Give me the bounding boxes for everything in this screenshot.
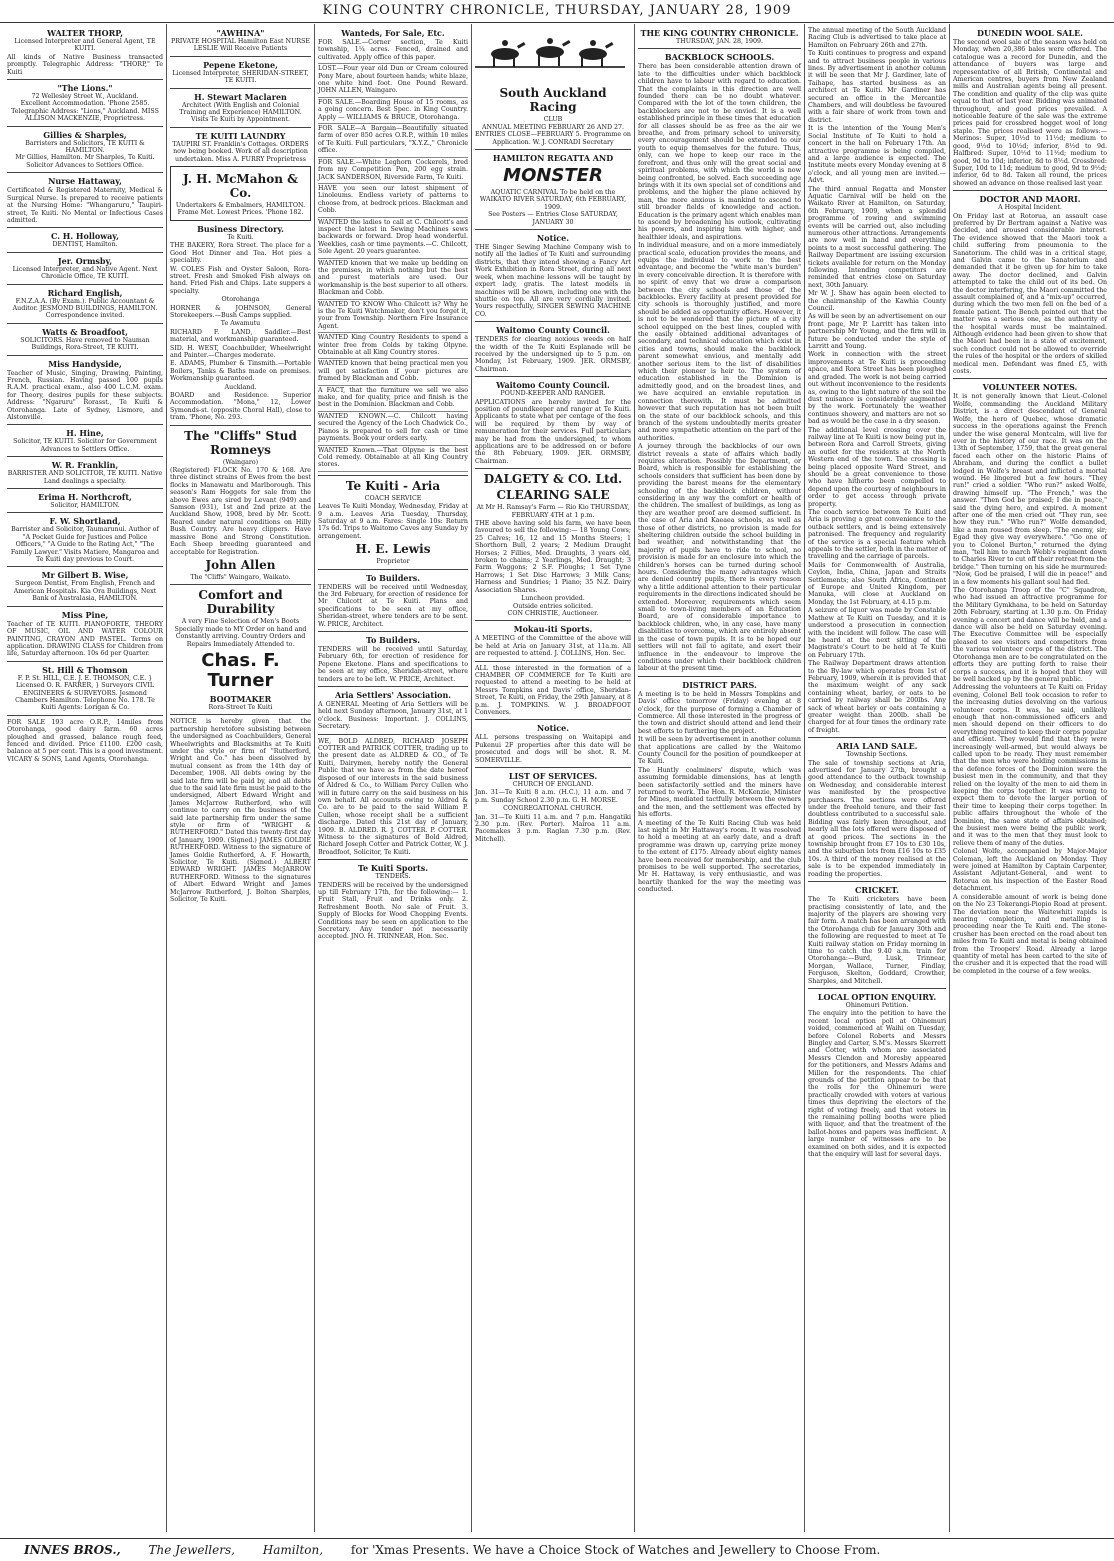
volunteer-para-3: Addressing the volunteers at Te Kuiti on Friday evening, Colonel Bell took occasion to refer to the increasing duties devolving on the various volunteer corps. It was, he said, unlikely enough that non-commissioned officers and men should depend on their officers to do everything required to keep their corps popular and efficient. They would find that they were increasingly well-armed, but would always be called upon to be ready. They must remember that the men who were holding commissions in the defence forces of the Dominion were the busiest men in the community, and that they relied on the loyalty of the men to aid them in keeping the corps together. It was wrong to expect them to devote the larger portion of their time to keeping their corps together. In public affairs throughout the whole of the Dominion, the same state of affairs obtained; the busiest men were being the public work, and it was to the men that they must look to relieve them of many of the duties. <box>953 684 1107 847</box>
ad-turner-name: Chas. F. Turner <box>201 649 280 691</box>
clearing-sale-details: At Mr H. Ramsay's Farm — Rio Kio THURSDAY, FEBRUARY 4TH at 1 p.m. <box>476 504 630 519</box>
wanted-item: HAVE you seen our latest shipment of Linoleums. Endless variety of patterns to choose from, at bedrock prices. Blackman and Cobb. <box>318 185 468 218</box>
wanted-item: WANTED KNOWN.—C. Chilcott having secured the Agency of the Loch Chadwick Co., Pianos is prepared to sell for cash or time payments. Book your orders early. <box>318 413 468 446</box>
wanteds-list <box>318 39 468 472</box>
ad-english-name: Richard English, <box>47 287 123 298</box>
editorial-date: THURSDAY, JAN. 28, 1909. <box>676 38 763 45</box>
footer-trade: The Jewellers, <box>148 1543 235 1557</box>
wanted-item: FOR SALE.—Corner section, Te Kuiti township, 1¼ acres. Fenced, drained and cultivated. Apply office of this paper. <box>318 39 468 64</box>
ad-awhina-name: "AWHINA" <box>216 28 265 38</box>
volunteer-para-1: It is not generally known that Lieut.-Colonel Wolfe, commanding the Auckland Military District, is a direct descendant of General Wolfe, the hero of Quebec, whose dramatic success in the operations against the French under the wise general Montcalm, will live for ever in the history of our race. It was on the 13th of September, 1759, that the great general faced each other on the historic Plains of Abraham, and during the conflict a bullet lodged in Wolfe's breast and inflicted a mortal wound. He lingered but a few hours. "They run!" cried a soldier. "Who run?" asked Wolfe, drawing himself up. "The French," was the answer. "Then God be praised; I die in peace," said the dying hero, and expired. A moment after one of the men cried out "They run, see how they run." "Who run?" Wolfe demanded, like a man roused from sleep. "The enemy, sir; Egad they give way everywhere." "Go one of you to Colonel Burton," returned the dying man, "tell him to march Webb's regiment down to Charles River to cut off their retreat from the bridge." Then turning on his side he murmured: "Now, God be praised, I will die in peace!" and in a few moments his gallant soul had fled. <box>953 393 1107 586</box>
doctor-sub: A Hospital Incident. <box>998 204 1062 212</box>
pars-item-11: Work in connection with the street improvements at Te Kuiti is proceeding apace, and Rora Street has been ploughed and graded. The work is not being carried out without inconvenience to the residents as, owing to the light nature of the soil the dust nuisance is considerably augmented by the work. Fortunately the weather continues showery, and matters are not so bad as would be the case in a dry season. <box>808 351 946 426</box>
coach-proprietor-sub: Proprietor <box>376 558 410 566</box>
services-england-body: Jan. 31—Te Kuiti 8 a.m. (H.C.), 11 a.m. and 7 p.m. Sunday School 2.30 p.m. G. H. MORSE. <box>475 789 631 804</box>
pars-item-2: It will be seen by advertisement in another column that applications are called by the Waitomo County Council for the position of poundkeeper at Te Kuiti. <box>638 736 801 766</box>
ad-franklin-body: BARRISTER AND SOLICITOR, TE KUITI. Native Land dealings a specialty. <box>7 470 163 485</box>
ad-mcmahon-body: Undertakers & Embalmers, HAMILTON. Frame Met. Lowest Prices. 'Phone 182. <box>175 202 306 217</box>
directory-land: RICHARD F. LAND, Saddler.—Best material, and workmanship guaranteed. <box>170 328 311 344</box>
waitomo-2-body: APPLICATIONS are hereby invited for the position of poundkeeper and ranger at Te Kuiti. Applicants to state what per centage of the fees will be required by them by way of remuneration for their services. Full particulars may be had from the undersigned, to whom applications are to be addressed on or before the 8th February, 1909. JER. ORMSBY, Chairman. <box>475 398 631 465</box>
ad-gillies-name: Gillies & Sharples, <box>43 129 127 140</box>
clearing-sale-auctioneer: CON CHRISTIE, Auctioneer. <box>507 609 599 617</box>
editorial-paper-title: THE KING COUNTRY CHRONICLE. <box>640 28 799 38</box>
ad-wise-body: Surgeon Dentist, From English, French and American Hospitals. Kia Ora Buildings, Next Bank of Australasia, HAMILTON. <box>13 580 157 603</box>
trespass-body: ALL persons trespassing on Waitapipi and Pukenui 2F properties after this date will be prosecuted and dogs will be shot. R. M. SOMERVILLE. <box>475 734 631 764</box>
aria-sale-sub: Township Sections. <box>846 751 908 759</box>
ad-gillies-desc: Barristers and Solicitors, TE KUITI & HAMILTON. <box>25 139 145 155</box>
local-option-sub: Ohinemuri Petition. <box>845 1001 909 1009</box>
ad-pine-name: Miss Pine, <box>61 609 109 620</box>
volunteer-para-2: The Otorohanga Troop of the "C" Squadron, who had issued an attractive programme for the Military Gymkhana, to be held on Saturday 20th February, starting at 1.30 p.m. On Friday evening a concert and dance will be held, and a dance will also be held on Saturday evening. The Executive Committee will be especially pleased to see visitors and competitors from the various volunteer corps of the district. The Otorohanga men are to be congratulated on the efforts they are putting forth to raise their corps a success, and it is hoped that they will be well backed up by the general public. <box>953 587 1107 683</box>
regatta-title: HAMILTON REGATTA AND <box>492 153 614 164</box>
footer-town: Hamilton, <box>262 1543 324 1557</box>
builders-1-body: TENDERS will be received until Wednesday, the 3rd February, for erection of residence for Mr Chilcott at Te Kuiti. Plans and specifications to be seen at my office, Sheridan-street, where tenders are to be sent. W. PRICE, Architect. <box>318 583 468 628</box>
directory-coles: W. COLES Fish and Oyster Saloon, Rora-street. Fresh and Smoked Fish always on hand. Fried Fish and Chips. Late suppers a specialty. <box>170 265 311 295</box>
pars-item-12: The additional level crossing over the railway line at Te Kuiti is now being put in, between Rora and Carroll Streets, giving an outlet for the residents at the North Western end of the town. The crossing is being placed opposite Ward Street, and should be a great convenience to those who have hitherto been compelled to depend upon the courtesy of neighbours in order to get access through private property. <box>808 426 946 508</box>
waitomo-1-body: TENDERS for clearing noxious weeds on half the width of the Te Kuiti Esplanade will be received by the undersigned up to 5 p.m. on Monday, 1st February, 1909. JER. ORMSBY, Chairman. <box>475 336 631 373</box>
services-england: CHURCH OF ENGLAND. <box>512 781 594 788</box>
column-5 <box>635 24 805 1532</box>
pars-item-10: As will be seen by an advertisement on our front page, Mr P. Larritt has taken into partnership Mr Young, and the firm will in future be conducted under the style of Larritt and Young. <box>808 313 946 351</box>
ad-cliffs-sub: (Waingaro) <box>222 458 259 466</box>
ad-maclaren-name: H. Stewart Maclaren <box>194 91 287 102</box>
wanted-item: WANTED TO KNOW Who Chilcott is? Why he is the Te Kuiti Watchmaker, don't you forget it, your from Township. Northern Fire Insurance Agent. <box>318 301 468 334</box>
wanteds-title: Wanteds, For Sale, Etc. <box>341 28 445 38</box>
pars-item-6: Te Kuiti continues to progress and expand and to attract business people in various lines. By advertisement in another column it will be seen that Mr J. Gardiner, late of Taihape, has started business as an architect at Te Kuiti. Mr Gardiner has secured an office in the Mercantile Chambers, and will doubtless be favoured with a fair share of work from town and district. <box>808 50 946 124</box>
ad-wise-name: Mr Gilbert B. Wise, <box>41 570 129 581</box>
coach-body: Leaves Te Kuiti Monday, Wednesday, Friday at 9 a.m. Leaves Aria Tuesday, Thursday, Saturday at 9 a.m. Fares: Single 10s: Return 17s 6d. Trips to Waitomo Caves any Sunday by arrangement. <box>318 503 468 540</box>
pars-item-5: The annual meeting of the South Auckland Racing Club is advertised to take place at Hamilton on February 26th and 27th. <box>808 27 946 49</box>
editorial-para-2: In individual measure, and on a more immediately practical scale, education provides the means, and equips the individual to work to the best advantage, and become the "white man's burden" in every conceivable direction. It is therefore with no spirit of envy that we draw a comparison between the city schools and those of the backblocks. Every facility at present provided for city schools is thoroughly justified, and more should be added as opportunity offers. However, it is not to be wondered that the picture of a city school equipped on the best lines, coupled with the easily obtained additional advantages of secondary, and technical education which exist in cities and towns, should make the backblock parent somewhat envious, and mentally add another serious item to the list of disabilities which their pioneer is heir to. The system of education established in the Dominion is admittedly good, and on the broadest lines, and we have acquired an enviable reputation in connection therewith. It must be admitted however that such reputation has not been built on the state of our backblock schools, and this branch of the system undoubtedly merits greater and more sympathetic attention on the part of the authorities. <box>638 242 801 442</box>
pars-item-9: Mr W. J. Shaw has again been elected to the chairmanship of the Kawhia County Council. <box>808 290 946 313</box>
racing-body: ANNUAL MEETING FEBRUARY 26 AND 27. ENTRIES CLOSE—FEBRUARY 5. Programme on Application. W. J. CONRADI Secretary <box>475 123 631 146</box>
ad-holloway-name: C. H. Holloway, <box>51 231 119 242</box>
ad-lions-name: "The Lions." <box>57 83 113 94</box>
ad-comfort-body: A very Fine Selection of Men's Boots Specially made to MY Order on hand and Constantly arriving. Country Orders and Repairs Immediately Attended to. <box>174 618 307 648</box>
sports-sub: TENDERS. <box>375 873 411 881</box>
ad-lions-body: Excellent Accommodation. 'Phone 2585. Telegraphic Address: "Lions," Auckland. MISS ALLISON MACKENZIE, Proprietress. <box>11 100 159 123</box>
ad-maclaren-body: Architect (With English and Colonial Training and Experience) HAMILTON. Visits Te Kuiti by Appointment. <box>179 101 302 124</box>
ad-hine-name: H. Hine, <box>66 428 104 439</box>
ad-hattaway-name: Nurse Hattaway, <box>48 176 122 187</box>
builders-1-title: To Builders. <box>366 572 420 583</box>
singer-notice-title: Notice. <box>536 233 570 244</box>
editorial-heading: BACKBLOCK SCHOOLS. <box>664 52 775 63</box>
ad-comfort-title: Comfort and Durability <box>198 588 283 617</box>
wanted-item: FOR SALE.—White Leghorn Cockerels, bred from my Competition Pen, 200 egg strain. JACK SANDERSON, Riverside Farm, Te Kuiti. <box>318 159 468 184</box>
pars-item-14: Mails for Commonwealth of Australia, Ceylon, India, China, Japan and Straits Settlements; also South Africa, Continent of Europe and United Kingdom, per Manuka, will close at Auckland on Monday, the 1st February, at 4.15 p.m. <box>808 561 946 606</box>
column-4 <box>472 24 635 1532</box>
footer-firm: INNES BROS., <box>24 1543 121 1557</box>
ad-allen-sub: The "Cliffs" Waingaro, Waikato. <box>190 573 291 581</box>
clearing-sale-list: THE above having sold his farm, we have been favoured to sell the following:— 18 Young Cows; 25 Calves; 16, 12 and 15 Months Steers; 1 Shorthorn Bull, 2 years; 2 Medium Draught Horses; 2 Fillies, Med. Draughts, 3 years old, broken to chains; 2 Yearlings, Med. Draught; 3 Farm Waggons; 2 S.F. Ploughs; 1 Set Tyne Harrows; 1 Set Disc Harrows; 3 Milk Cans; Harness and Sundries; 1 Piano; 35 N.Z. Dairy Association Shares. <box>475 520 631 594</box>
waitomo-1-title: Waitomo County Council. <box>496 325 610 336</box>
ad-farm-sale: FOR SALE 193 acre O.R.P., 14miles from Otorohanga, good dairy farm. 60 acres ploughed and grassed, balance rough feed, fenced and divided. Price £1100. £200 cash, balance at 5 per cent. This is a good investment. VICARY & SONS, Land Agents, Otorohanga. <box>7 718 163 763</box>
singer-notice-body: THE Singer Sewing Machine Company wish to notify all the ladies of Te Kuiti and surrounding districts, that they intend showing a Fancy Art Work Exhibition in Rora Street, during all next week, when machine lessons will be taught by expert lady, gratis. The latest models in machines will be shown, including one with the shuttle on top. All are very cordially invited. Yours respectfully, SINGER SEWING MACHINE CO. <box>475 244 631 318</box>
coach-sub: COACH SERVICE <box>364 494 422 502</box>
doctor-body: On Friday last at Rotorua, an assault case preferred by Dr Bertram against a Native was decided, and aroused considerable interest. The evidence showed that the Maori took a child suffering from pneumonia to the Sanatorium. The child was in a critical stage, and Galvin came to the Sanatorium and demanded that it be given up for him to take away. The doctor declined, and Galvin attempted to take the child out of its bed. On the doctor interfering, the Maori committed the assault complained of, and a "mix-up" occurred, during which the two men fell on the bed of a female patient. The Bench pointed out that the matter was a serious one, as the authority of the hospital wards must be maintained. Although evidence had been given to show that the Maori had been in a state of excitement, such conduct could not be allowed to override the rules of the hospital or the orders of skilled medical men. Defendant was fined £5, with costs. <box>953 212 1107 376</box>
pars-item-16: The Railway Department draws attention to the By-law which operates from 1st of February, 1909, wherein it is provided that the maximum weight of any sack containing wheat, barley, or oats to be carried by railway shall be 200lbs. Any sack of wheat barley or oats containing a greater weight than 200lb. shall be charged for at four times the ordinary rate of freight. <box>808 660 946 734</box>
services-congregational-body: Jan. 31—Te Kuiti 11 a.m. and 7 p.m. Hangatiki 2.30 p.m. (Rev. Porter). Mairoa 11 a.m. Pacemakes 3 p.m. Raglan 7.30 p.m. (Rev. Mitchell). <box>475 813 631 843</box>
column-1 <box>4 24 167 1532</box>
ad-gillies-body: Mr Gillies, Hamilton. Mr Sharples, Te Kuiti. Solicitor Advances to Settlers Office. <box>15 154 155 169</box>
ad-hine-body: Solicitor, TE KUITI. Solicitor for Government Advances to Settlers Office. <box>13 438 157 453</box>
volunteer-para-4: Colonel Wolfe, accompanied by Major-Major Coleman, left the Auckland on Monday. They were joined at Hamilton by Captain Carpenter, Assistant Adjutant-General, and went to Rotorua on his inspection of the Easter Road detachment. <box>953 848 1107 893</box>
directory-bakery: THE BAKERY, Rora Street. The place for a Good Hot Dinner and Tea. Hot pies a speciality. <box>170 242 311 265</box>
ad-cliffs-body: (Registered) FLOCK No. 170 & 168. Are three distinct strains of Ewes from the best flocks in Manawatu and Marlborough. This season's Ram Hoggets for sale from the above Ewes are sired by Levant (949) and Samson (931), 1st and 2nd prize at the Auckland Show, 1908, bred by Mr. Scott. Reared under natural conditions on Hilly Bush Country. Are heavy clippers. Have massive Bone and Strong Constitution. Each Sheep breeding guaranteed and acceptable for Registration. <box>170 467 311 556</box>
services-congregational: CONGREGATIONAL CHURCH. <box>503 805 603 813</box>
footer-advert <box>0 1538 1114 1561</box>
ad-hill-name: St. Hill & Thomson <box>42 664 128 675</box>
ad-handyside-name: Miss Handyside, <box>48 358 122 369</box>
aria-settlers-body: A GENERAL Meeting of Aria Settlers will be held next Sunday afternoon, January 31st, at 1 o'clock. Business: Important. J. COLLINS, Secretary. <box>318 701 468 731</box>
directory-section-tekuiti: Te Kuiti. <box>227 233 254 241</box>
ad-shortland-body: Barrister and Solicitor, Taumarunui. Author of "A Pocket Guide for Justices and Police Officers," "A Guide to the Rating Act," "The Family Lawyer." Visits Matiere, Mangaroa and Te Kuiti day previous to Court. <box>10 526 160 564</box>
wool-sale-body: The second wool sale of the season was held on Monday, when 20,386 bales were offered. The catalogue was a record for Dunedin, and the attendance of buyers was large and representative of all British, Continental and American centres, buyers from New Zealand mills and Australian agents being all present. The condition and quality of the clip was quite equal to that of last year. Bidding was animated throughout, and good prices prevailed. A noticeable feature of the sale was the extreme prices paid for crossbred hogget wool of long staple. The prices realised were as follows:—Merinos: Super, 10½d to 11½d; medium to good, 9½d to 10½d; inferior, 8½d to 9d. Halfbred: Super, 10½d to 11½d; medium to good, 9d to 10d; inferior, 8d to 8½d. Crossbred: Super, 10d to 11d; medium to good, 9d to 9½d; inferior, 6d to 8d. Taken all round, the prices showed an advance on those realised last year. <box>953 39 1107 187</box>
directory-west: SID. H. WEST, Coachbuilder, Wheelwright and Painter.—Charges moderate. <box>170 344 311 359</box>
pars-item-13: The coach service between Te Kuiti and Aria is proving a great convenience to the outback settlers, and is being extensively patronised. The frequency and regularity of the service is a special feature which appeals to the settler, both in the matter of travelling and the carriage of parcels. <box>808 509 946 561</box>
ad-thorp-desc: Licensed Interpreter and General Agent, TE KUITI. <box>14 38 156 53</box>
cricket-body: The Te Kuiti cricketers have been practising consistently of late, and the majority of the players are showing very fair form. A match has been arranged with the Otorohanga club for January 30th and the following are requested to meet at Te Kuiti railway station on Friday morning in time to catch the 9.40 a.m. train for Otorohanga:—Burd, Lusk, Trinnear, Morgan, Wallace, Turner, Findlay, Ferguson, Skelton, Goddard, Crowther, Sharples, and Mitchell. <box>808 896 946 985</box>
wanted-item: WANTED known that being practical men you will get satisfaction if your pictures are framed by Blackman and Cobb. <box>318 360 468 385</box>
ad-watts-body: SOLICITORS. Have removed to Nauman Buildings, Rora-Street, TE KUITI. <box>20 336 150 352</box>
sports-body: TENDERS will be received by the undersigned up till February 17th, for the following:— 1. Fruit Stall, Fruit and Drinks only. 2. Refreshment Booth. No sale of Fruit. 3. Supply of Blocks for Wood Chopping Events. Conditions may be seen on application to the Secretary. Any tender not necessarily accepted. JNO. H. TRINNEAR, Hon. Sec. <box>318 881 468 941</box>
wool-sale-title: DUNEDIN WOOL SALE. <box>977 28 1083 38</box>
ad-handyside-body: Teacher of Music, Singing, Drawing, Painting, French, Russian. Having passed 100 pupils R.A.M. practical exam., also 400 L.C.M. exam. for Theory, desires pupils for these subjects. Address: "Ngaruru" Rorasst., Te Kuiti & Otorohanga. Late of Sydney, Lismore, and Alstonville. <box>7 369 163 421</box>
ad-thorp-body: All kinds of Native Business transacted promptly. Telegraphic Address: "THORP," Te Kuiti <box>7 53 163 76</box>
editorial-para-3: A journey through the backblocks of our own district reveals a state of affairs which badly requires alteration. Possibly the Department, or Board, which is responsible for establishing the schools considers that sufficient has been done by providing the barest means for the elementary schooling of the backblock children, without considering in any way the comfort or health of the children. The smallest of buildings, as long as they are weather proof are deemed sufficient. In the case of Aria and Kaeaea schools, as well as those of other districts, no provision is made for sheltering children outside the school building in bad weather, and notwithstanding that the majority of pupils have to ride to school, no provision is made for an enclosure into which the children's horses can be turned during school hours. Considering the many advantages which are denied country pupils, there is every reason why a little additional attention to their particular requirements in the directions indicated should be extended. Moreover, requirements which seem small to town-living members of an Education Board, are of considerable importance to backblock children, who, in any case, have many disabilities to overcome, which are entirely absent in the case of town pupils. It is to be hoped our settlers will not fail to agitate, and exert their influence in the endeavour to improve the conditions under which their backblock children labour at the present time. <box>638 443 801 673</box>
cricket-title: CRICKET. <box>855 885 899 896</box>
pars-item-8: The third annual Regatta and Monster Aquatic Carnival will be held on the Waikato River at Hamilton, on Saturday, 6th February, 1909, when a splendid programme of rowing and swimming events will be carried out, also including numerous other attractions. Arrangements are now well in hand and everything points to a most successful gathering. The Railway Department are issuing excursion tickets available for return on the Monday following. Intending competitors are reminded that entries close on Saturday next, 30th January. <box>808 185 946 289</box>
trespass-title: Notice. <box>536 723 570 734</box>
builders-2-body: TENDERS will be received until Saturday, February 6th, for erection of residence for Pepene Eketone. Plans and specifications to be seen at my office, Sheridan-street, where tenders are to be left. W. PRICE, Architect. <box>318 646 468 683</box>
directory-board: BOARD and Residence. Superior Accommodation. "Mona," 12, Lower Symonds-st. (opposite Choral Hall), close to tram. 'Phone, No. 293. <box>170 392 311 422</box>
ad-hill-body: F. P. St. HILL, C.E. J. E. THOMSON, C.E. } Licensed O. R. FARRER, } Surveyors CIVIL ENGINEERS & SURVEYORS. Jesmond Chambers Hamilton. Telephone No. 178. Te Kuiti Agents: Lorigan & Co. <box>15 674 155 712</box>
ad-hattaway-body: Certificated & Registered Maternity, Medical & Surgical Nurse. Is prepared to receive patients at the Nursing Home: "Whangaruru," Taupiri-street, Te Kuiti. No Mental or Infectious Cases admitted. <box>7 187 163 224</box>
column-3 <box>315 24 472 1532</box>
builders-2-title: To Builders. <box>366 635 420 645</box>
column-6 <box>805 24 950 1532</box>
coach-proprietor: H. E. Lewis <box>355 542 431 557</box>
ad-mcmahon-name: J. H. McMahon & Co. <box>183 172 298 201</box>
column-7 <box>950 24 1110 1532</box>
aria-settlers-title: Aria Settlers' Association. <box>334 690 452 701</box>
ad-turner-addr: Rora-Street Te Kuiti <box>208 703 273 711</box>
directory-adams: E. ADAMS, Plumber & Tinsmith.—Portable Boilers, Tanks & Baths made on premises. Workmanship guaranteed. <box>170 360 311 383</box>
ad-laundry-body: TAUPIRI ST. Franklin's Cottages. ORDERS now being booked. Work of all description undertaken. Miss A. FURRY Proprietress <box>172 140 309 163</box>
racing-horses-illustration <box>475 28 625 80</box>
ad-lions-addr: 72 Wellesley Street W., Auckland. <box>31 93 139 101</box>
directory-horner: HORNER & JOHNSON, General Storekeepers.—Bush Camps supplied. <box>170 304 311 319</box>
ad-franklin-name: W. R. Franklin, <box>51 460 119 471</box>
ad-laundry-name: TE KUITI LAUNDRY <box>195 130 286 141</box>
wanted-item: LOST.—Four year old Dun or Cream coloured Pony Mare, about fourteen hands; white blaze, one white hind foot. One Pound Reward. JOHN ALLEN, Waingaro. <box>318 65 468 98</box>
waitomo-2-sub: POUND-KEEPER AND RANGER. <box>500 390 606 398</box>
wanted-item: WANTED known that we make up bedding on the premises, in which nothing but the best and purest materials are used. Our workmanship is the best superior to all others. Blackman and Cobb. <box>318 260 468 300</box>
wanted-item: WANTED the ladies to call at C. Chilcott's and inspect the latest in Sewing Machines sews backwards or forward. Drop head wonderful. Weeklies, cash or time payments.—C. Chilcott, Sole Agent. 20 years guarantee. <box>318 219 468 259</box>
ad-turner-sub: BOOTMAKER <box>209 693 272 704</box>
pars-item-3: The Huntly coalminers' dispute, which was assuming formidable dimensions, has at length been satisfactorily settled and the miners have returned to work. The Hon. R. McKenzie, Minister for Mines, mediated tactfully between the owners and the men, and the settlement was effected by his efforts. <box>638 766 801 819</box>
clearing-sale-title: CLEARING SALE <box>496 488 610 503</box>
directory-section-auckland: Auckland. <box>224 383 257 391</box>
local-option-title: LOCAL OPTION ENQUIRY. <box>817 991 937 1002</box>
ad-english-body: F.N.Z.A.A. (By Exam.). Public Accountant & Auditor. JESMOND BUILDINGS, HAMILTON. Correspondence invited. <box>12 297 158 320</box>
wanted-item: WANTED Known.—That Olpyne is the best Cold remedy. Obtainable at all King Country stores. <box>318 447 468 472</box>
directory-section-otorohanga: Otorohanga <box>221 296 260 304</box>
clearing-sale-luncheon: Luncheon provided. <box>521 595 585 603</box>
racing-title: South Auckland Racing <box>499 86 607 115</box>
editorial-para-1: There has been considerable attention drawn of late to the difficulties under which backblock children have to labour with regard to education. That the complaints in this direction are well founded there can be no doubt whatever. Compared with the lot of the town children, the backblockers are not to be envied. It is a well established principle in these times that education for all classes should be as free as the air we breathe, and from primary school to university, every encouragement should be extended to our youth to equip themselves for the future. Thus, only, can we hope to keep our race in the forefront, and thus only will the great social and spiritual problems, with which the world is now being confronted, be solved. Each succeeding age brings with it its own special set of conditions and problems, and the higher the plane achieved by man, the more anxious is mankind to ascend to still broader fields of knowledge and action. Education is the primary agent which enables man to ascend by broadening his outlook, cultivating his powers, and inspiring him with higher, and healthier ideals, and aspirations. <box>638 63 801 241</box>
ad-allen-name: John Allen <box>205 557 276 572</box>
pars-item-4: A meeting of the Te Kuiti Racing Club was held last night in Mr Hattaway's room. It was resolved to hold a meeting at an early date, and a draft programme was drawn up, carrying prize money to the extent of £175. Already about eighty names have been received for membership, and the club promises to be well supported. The secretaries, Mr H. Hattaway, is very enthusiastic, and was heartily thanked for the way the meeting was conducted. <box>638 819 801 894</box>
notice-aldred: WE, BOLD ALDRED, RICHARD JOSEPH COTTER and PATRICK COTTER, trading up to the present date as ALDRED & CO., of Te Kuiti, Dairymen, hereby notify the General Public that we have as from the date hereof disposed of our interests in the said business of Aldred & Co., to William Percy Cullen who will in future carry on the said business on his own behalf. All accounts owing to Aldred & Co. are to be paid to the said William P. Cullen, whose receipt shall be a sufficient discharge. Dated this 21st day of January, 1909. B. ALDRED. R. J. COTTER. P. COTTER. Witness to the signatures of Bold Aldred, Richard Joseph Cotter and Patrick Cotter, W. J. Broadfoot, Solicitor, Te Kuiti. <box>318 737 468 856</box>
directory-title: Business Directory. <box>197 223 284 234</box>
ad-eketone-name: Pepene Eketone, <box>203 59 278 70</box>
ad-ormsby-body: Licensed Interpreter, and Native Agent. Next Chronicle Office, TE KUITI. <box>12 265 158 281</box>
local-option-body: The enquiry into the petition to have the recent local option poll at Ohinemuri voided, commenced at Waihi on Tuesday, before Colonel Roberts and Messrs Bingley and Carter, S.M's. Messrs Skerrett and Cotter, with whom are associated Messrs Clendon and Moresby appeared for the petitioners, and Messrs Adams and Millen for the respondents. The chief grounds of the petition appear to be that the rolls for the Ohinemuri were practically crowded with voters at various times thus depriving the electors of the right of voting freely, and that voters in the remaining polling booths were plied with liquor, and that the treatment of the ballot-boxes and papers was inefficient. A large number of witnesses are to be examined on both sides, and it is expected that the enquiry will last for several days. <box>808 1010 946 1159</box>
masthead: KING COUNTRY CHRONICLE, THURSDAY, JANUARY 28, 1909 <box>0 0 1114 23</box>
ad-northcroft-name: Erima H. Northcroft, <box>38 492 132 503</box>
notice-partnership: NOTICE is hereby given that the partnership heretofore subsisting between the undersigned as Coachbuilders, General Wheelwrights and Blacksmiths at Te Kuiti under the style or firm of "Rutherford, Wright and Co." has been dissolved by mutual consent as from the 14th day of December, 1908. All debts owing by the said late firm will be paid by, and all debts due to the said late firm must be paid to the undersigned, Albert Edward Wright and James McJarrow Rutherford, who will continue to carry on the business of the said late partnership firm under the same style or firm of "WRIGHT & RUTHERFORD." Dated this twenty-first day of January, 1909. (Signed.) JAMES GOLDIE RUTHERFORD. Witness to the signature of James Goldie Rutherford, A. F. Howarth, Solicitor, Te Kuiti. (Signed.) ALBERT EDWARD WRIGHT. JAMES McJARROW RUTHERFORD. Witness to the signatures of Albert Edward Wright and James McJarrow Rutherford, J. Bolton Sharples, Solicitor, Te Kuiti. <box>170 718 311 904</box>
coach-title: Te Kuiti - Aria <box>345 478 441 493</box>
mokau-title: Mokau-iti Sports. <box>513 624 593 635</box>
waitomo-2-title: Waitomo County Council. <box>496 380 610 391</box>
aria-sale-title: ARIA LAND SALE. <box>836 741 918 752</box>
dalgety-title: DALGETY & CO. Ltd. <box>483 472 623 487</box>
ad-ormsby-name: Jer. Ormsby, <box>57 255 113 266</box>
pars-item-1: A meeting is to be held in Messrs Tompkins and Davis' office tomorrow (Friday) evening at 8 o'clock, for the purpose of forming a Chamber of Commerce. All those interested in the progress of the town and district should attend and lend their best efforts to furthering the project. <box>638 690 801 735</box>
ad-northcroft-body: Solicitor, HAMILTON. <box>50 502 120 510</box>
ad-awhina-body: PRIVATE HOSPITAL Hamilton East NURSE LESLIE Will Receive Patients <box>170 38 311 53</box>
pars-title: DISTRICT PARS. <box>682 679 757 690</box>
chamber-notice: ALL those interested in the formation of a CHAMBER OF COMMERCE for Te Kuiti are requested to attend a meeting to be held at Messrs Tompkins and Davis' office, Sheridan-Street, Te Kuiti, on Friday, the 29th January, at 8 p.m. J. TOMPKINS. W. J. BROADFOOT Conveners. <box>475 664 631 716</box>
clearing-sale-outside: Outside entries solicited. <box>513 602 593 610</box>
ad-eketone-body: Licensed Interpreter, SHERIDAN-STREET, TE KUITI. <box>172 69 309 85</box>
pars-item-15: A seizure of liquor was made by Constable Mathew at Te Kuiti on Tuesday, and it is understood a prosecution in connection with the incident will follow. The case will be heard at the next sitting of the Magistrate's Court to be held at Te Kuiti on February 17th. <box>808 607 946 659</box>
ad-pine-body: Teacher of TE KUITI. PIANOFORTE, THEORY OF MUSIC, OIL AND WATER COLOUR PAINTING, CRAYON AND PASTEL. Terms on application. DRAWING CLASS for Children from life, Saturday afternoon. 10s 6d per Quarter. <box>7 620 163 658</box>
column-2 <box>167 24 315 1532</box>
regatta-entries: See Posters — Entries Close SATURDAY, JANUARY 30 <box>488 211 618 226</box>
wanted-item: A FACT, that the furniture we sell we also make, and for quality, price and finish is the best in the Dominion. Blackman and Cobb. <box>318 387 468 412</box>
ad-watts-name: Watts & Broadfoot, <box>42 326 128 337</box>
racing-club: CLUB <box>543 116 563 124</box>
volunteer-para-5: A considerable amount of work is being done on the No 23 Tokerangi-Piopio Road at present. The deviation near the Waitewhiti rapids is nearing completion, and metalling is proceeding near the Te Kuiti end. The stone-crusher has been erected on the road about ten miles from Te Kuiti and metal is being obtained from the Troopers' Road. Already a large quantity of metal has been carted to the site of the crusher and it is expected that the road will be completed in the course of a few weeks. <box>953 893 1107 975</box>
directory-section-teawamutu: Te Awamutu <box>220 320 261 328</box>
aria-sale-body: The sale of township sections at Aria, advertised for January 27th, brought a good attendance to the outback township on Wednesday, and considerable interest was manifested by the prospective purchasers. The sections were offered under the freehold tenure, and their fast doubtless contributed to a successful sale. Bidding was fairly keen throughout, and nearly all the lots offered were disposed of at good prices. The sections in the township brought from £7 10s to £30 10s, and the suburban lots from £16 10s to £35 10s. A third of the money realised at the sale is to be expended immediately in roading the properties. <box>808 759 946 878</box>
ad-cliffs-title: The "Cliffs" Stud Romneys <box>184 428 297 457</box>
pars-item-7: It is the intention of the Young Men's Social Institute of Te Kuiti to hold a concert in the hall on February 17th. An attractive programme is being compiled, and a large audience is expected. The Institute meets every Monday evening at 8 o'clock, and all young men are invited.—Advt. <box>808 125 946 185</box>
volunteer-title: VOLUNTEER NOTES. <box>982 382 1078 393</box>
services-title: LIST OF SERVICES. <box>508 771 598 781</box>
regatta-body: AQUATIC CARNIVAL To be held on the WAIKATO RIVER SATURDAY, 6th FEBRUARY, 1909. <box>479 189 627 211</box>
footer-text: for 'Xmas Presents. We have a Choice Stock of Watches and Jewellery to Choose From. <box>350 1543 881 1557</box>
sports-title: Te Kuiti Sports. <box>358 863 428 874</box>
wanted-item: FOR SALE.—Boarding House of 15 rooms, as a going concern. Best Spec. in King Country. Apply — WILLIAMS & BRUCE, Otorohanga. <box>318 99 468 124</box>
ad-thorp-name: WALTER THORP, <box>46 28 124 38</box>
regatta-monster: MONSTER <box>503 165 603 187</box>
wanted-item: FOR SALE—A Bargain—Beautifully situated farm of over 850 acres O.R.P., within 10 miles of Te Kuiti. Full particulars, "X.Y.Z.," Chronicle office. <box>318 125 468 158</box>
ad-shortland-name: F. W. Shortland, <box>49 516 121 527</box>
wanted-item: WANTED King Country Residents to spend a winter free from Colds by taking Olpyne. Obtainable at all King Country stores. <box>318 334 468 359</box>
doctor-title: DOCTOR AND MAORI. <box>979 194 1081 205</box>
mokau-body: A MEETING of the Committee of the above will be held at Aria on January 31st, at 11a.m. All are requested to attend. J. COLLINS, Hon. Sec. <box>475 635 631 658</box>
ad-holloway-body: DENTIST, Hamilton. <box>52 241 118 249</box>
